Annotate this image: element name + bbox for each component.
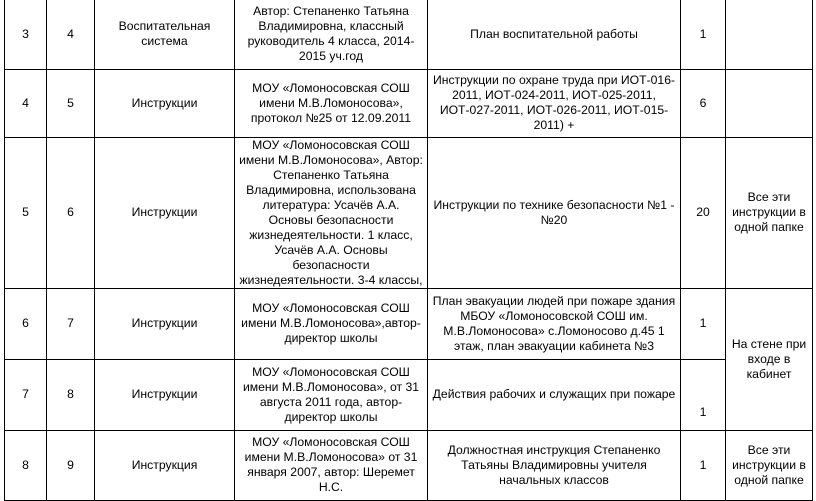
table-row — [5, 430, 813, 500]
document-source: МОУ «Ломоносовская СОШ имени М.В.Ломоносова», Автор: Степаненко Татьяна Владимировна, использована литература: Усачёв А.А. Основы безопасности жизнедеятельности. 1 класс, Усачёв А.А. Основы безопасности жизнедеятельности. 3-4 классы, — [235, 137, 428, 288]
document-title: Инструкции по технике безопасности №1 -№20 — [428, 137, 681, 288]
document-title: Должностная инструкция Степаненко Татьяны Владимировны учителя начальных классов — [428, 430, 681, 500]
table-row — [5, 288, 813, 359]
document-source: МОУ «Ломоносовская СОШ имени М.В.Ломоносова» от 31 января 2007, автор: Шеремет Н.С. — [235, 430, 428, 500]
document-note: На стене при входе в кабинет — [726, 288, 813, 430]
row-number: 4 — [5, 69, 47, 137]
inventory-table — [4, 0, 813, 501]
item-number: 5 — [47, 69, 95, 137]
document-note — [726, 69, 813, 137]
document-note: Все эти инструкции в одной папке — [726, 137, 813, 288]
document-count: 20 — [681, 137, 726, 288]
document-source: Автор: Степаненко Татьяна Владимировна, классный руководитель 4 класса, 2014-2015 уч.год — [235, 0, 428, 69]
item-number: 4 — [47, 0, 95, 69]
table-row — [5, 137, 813, 288]
document-title: Инструкции по охране труда при ИОТ-016-2011, ИОТ-024-2011, ИОТ-025-2011, ИОТ-027-2011, ИОТ-026-2011, ИОТ-015-2011) + — [428, 69, 681, 137]
document-source: МОУ «Ломоносовская СОШ имени М.В.Ломоносова», от 31 августа 2011 года, автор-директор школы — [235, 359, 428, 430]
row-number: 5 — [5, 137, 47, 288]
document-count: 1 — [681, 0, 726, 69]
row-number: 7 — [5, 359, 47, 430]
document-type: Воспитательная система — [95, 0, 235, 69]
table-row — [5, 359, 813, 430]
item-number: 7 — [47, 288, 95, 359]
document-type: Инструкции — [95, 137, 235, 288]
document-type: Инструкция — [95, 430, 235, 500]
document-count: 1 — [681, 288, 726, 359]
document-title: Действия рабочих и служащих при пожаре — [428, 359, 681, 430]
table-row — [5, 69, 813, 137]
document-source: МОУ «Ломоносовская СОШ имени М.В.Ломоносова»,автор-директор школы — [235, 288, 428, 359]
document-type: Инструкции — [95, 359, 235, 430]
item-number: 9 — [47, 430, 95, 500]
item-number: 6 — [47, 137, 95, 288]
row-number: 3 — [5, 0, 47, 69]
document-type: Инструкции — [95, 288, 235, 359]
document-count: 6 — [681, 69, 726, 137]
document-note — [726, 0, 813, 69]
document-title: План эвакуации людей при пожаре здания МБОУ «Ломоносовской СОШ им. М.В.Ломоносова» с.Ломоносово д.45 1 этаж, план эвакуации кабинета №3 — [428, 288, 681, 359]
document-note: Все эти инструкции в одной папке — [726, 430, 813, 500]
document-count: 1 — [681, 359, 726, 430]
row-number: 8 — [5, 430, 47, 500]
table-row — [5, 0, 813, 69]
document-type: Инструкции — [95, 69, 235, 137]
item-number: 8 — [47, 359, 95, 430]
document-title: План воспитательной работы — [428, 0, 681, 69]
row-number: 6 — [5, 288, 47, 359]
document-count: 1 — [681, 430, 726, 500]
document-source: МОУ «Ломоносовская СОШ имени М.В.Ломоносова», протокол №25 от 12.09.2011 — [235, 69, 428, 137]
